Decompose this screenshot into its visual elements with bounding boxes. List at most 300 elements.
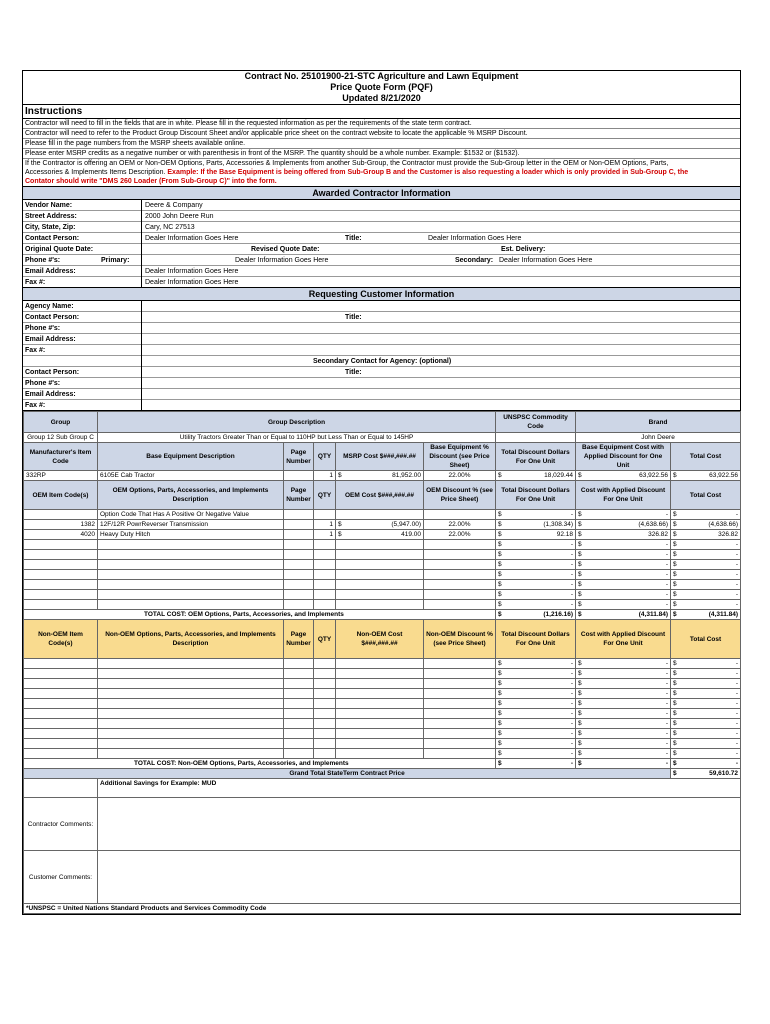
oem-qty[interactable] [314,510,336,520]
oem-discount[interactable]: 22.00% [424,520,496,530]
oem-row [24,570,741,580]
currency: $ [498,700,502,707]
base-total-value: 63,922.56 [709,472,739,479]
nonoem-total-cell [671,699,741,709]
oem-tdisc-value: - [570,551,574,558]
oem-qty[interactable] [314,540,336,550]
nonoem-cost[interactable] [336,699,424,709]
nonoem-tdisc-cell [496,709,576,719]
oem-page[interactable] [284,580,314,590]
nonoem-page[interactable] [284,749,314,759]
nonoem-page[interactable] [284,719,314,729]
currency: $ [498,750,502,757]
nonoem-code-header: Non-OEM Item Code(s) [24,620,98,659]
nonoem-row [24,669,741,679]
oem-qty[interactable] [314,600,336,610]
oem-cost[interactable] [336,600,424,610]
contractor-comments-field[interactable] [98,798,741,851]
oem-total-discount-cell [496,570,576,580]
currency: $ [578,710,582,717]
city-field[interactable]: Cary, NC 27513 [145,224,195,231]
currency: $ [498,472,502,479]
oem-cost[interactable] [336,520,424,530]
nonoem-total-value: - [735,750,739,757]
nonoem-discount[interactable] [424,679,496,689]
oem-applied-value: - [665,571,669,578]
oem-cost[interactable] [336,560,424,570]
oem-code[interactable] [24,570,98,580]
oem-page[interactable] [284,520,314,530]
oem-discount[interactable] [424,570,496,580]
email-field[interactable]: Dealer Information Goes Here [145,268,239,275]
nonoem-page[interactable] [284,709,314,719]
nonoem-applied-value: - [665,690,669,697]
oem-total-value: 326.82 [718,531,739,538]
nonoem-desc[interactable] [98,749,284,759]
currency: $ [578,720,582,727]
nonoem-cost[interactable] [336,719,424,729]
base-discount[interactable]: 22.00% [424,471,496,481]
oem-code[interactable] [24,550,98,560]
nonoem-row [24,699,741,709]
oem-total-discount-cell [496,510,576,520]
customer-email2-label: Email Address: [25,391,76,398]
oem-code[interactable] [24,600,98,610]
oem-cost[interactable] [336,570,424,580]
oem-total-discount [496,610,576,620]
nonoem-desc[interactable] [98,679,284,689]
currency: $ [578,551,582,558]
instruction-example-2: Contator should write "DMS 260 Loader (From Sub-Group C)" into the form. [25,178,277,185]
currency: $ [673,660,677,667]
nonoem-discount-header: Non-OEM Discount % (see Price Sheet) [424,620,496,659]
oem-discount[interactable]: 22.00% [424,530,496,540]
oem-tdisc-value: - [570,561,574,568]
nonoem-desc-header: Non-OEM Options, Parts, Accessories, and Implements Description [98,620,284,659]
nonoem-cost[interactable] [336,679,424,689]
nonoem-row [24,679,741,689]
nonoem-cost[interactable] [336,709,424,719]
nonoem-code[interactable] [24,699,98,709]
brand-value[interactable]: John Deere [576,433,741,443]
page-header: Page Number [284,443,314,471]
oem-cost[interactable] [336,590,424,600]
oem-total-value: - [735,511,739,518]
nonoem-applied-cell [576,749,671,759]
oem-code[interactable]: 1382 [24,520,98,530]
currency: $ [673,770,677,777]
currency: $ [498,660,502,667]
nonoem-cost[interactable] [336,689,424,699]
instruction-line: Contractor will need to fill in the fields that are in white. Please fill in the requested information as per the requirements of the state term contract. [23,119,740,129]
oem-total-discount-cell [496,540,576,550]
currency: $ [498,591,502,598]
oem-qty[interactable] [314,550,336,560]
nonoem-qty[interactable] [314,719,336,729]
oem-applied-value: - [665,551,669,558]
oem-page[interactable] [284,590,314,600]
currency: $ [673,670,677,677]
oem-row [24,580,741,590]
nonoem-page[interactable] [284,679,314,689]
oem-total-value: - [735,561,739,568]
oem-page[interactable] [284,510,314,520]
agency-label: Agency Name: [25,303,74,310]
oem-page[interactable] [284,550,314,560]
unspsc-header: UNSPSC Commodity Code [496,412,576,433]
customer-fax2-label: Fax #: [25,402,46,409]
currency: $ [578,521,582,528]
currency: $ [673,601,677,608]
primary-label: Primary: [101,257,130,264]
oem-applied-value: - [665,591,669,598]
nonoem-cost-header: Non-OEM Cost $###,###.## [336,620,424,659]
nonoem-applied-cell [576,719,671,729]
currency: $ [673,740,677,747]
nonoem-code[interactable] [24,719,98,729]
oem-desc[interactable] [98,600,284,610]
oem-discount[interactable] [424,580,496,590]
currency: $ [673,571,677,578]
nonoem-tdisc-value: - [570,660,574,667]
oem-discount[interactable] [424,600,496,610]
contact-field[interactable]: Dealer Information Goes Here [145,235,239,242]
oem-page[interactable] [284,600,314,610]
oem-cost[interactable] [336,580,424,590]
nonoem-applied-cell [576,669,671,679]
nonoem-total-discount-header: Total Discount Dollars For One Unit [496,620,576,659]
nonoem-qty[interactable] [314,669,336,679]
oem-cost[interactable] [336,550,424,560]
nonoem-cost[interactable] [336,739,424,749]
nonoem-page-header: Page Number [284,620,314,659]
nonoem-qty[interactable] [314,699,336,709]
oem-total-cell [671,520,741,530]
oem-page[interactable] [284,540,314,550]
oem-desc[interactable] [98,570,284,580]
nonoem-desc[interactable] [98,689,284,699]
oem-qty[interactable]: 1 [314,520,336,530]
nonoem-discount[interactable] [424,689,496,699]
oem-page[interactable] [284,560,314,570]
oem-page[interactable] [284,570,314,580]
nonoem-applied-value: - [665,750,669,757]
nonoem-total-discount-value: - [570,760,574,767]
currency: $ [673,521,677,528]
vendor-field[interactable]: Deere & Company [145,202,203,209]
nonoem-rows [24,659,741,759]
nonoem-discount[interactable] [424,699,496,709]
oem-discount[interactable] [424,540,496,550]
currency: $ [673,611,677,618]
contract-title: Contract No. 25101900-21-STC Agriculture and Lawn Equipment [244,71,519,81]
oem-tdisc-value: (1,308.34) [543,521,574,528]
secondary-label: Secondary: [455,257,494,264]
nonoem-total-value: - [735,660,739,667]
nonoem-desc[interactable] [98,719,284,729]
nonoem-discount[interactable] [424,659,496,669]
nonoem-page[interactable] [284,699,314,709]
customer-fax-label: Fax #: [25,347,46,354]
nonoem-cost[interactable] [336,729,424,739]
nonoem-total-value: - [735,730,739,737]
oem-total-cell [671,530,741,540]
oem-desc[interactable] [98,540,284,550]
currency: $ [673,690,677,697]
nonoem-discount[interactable] [424,739,496,749]
customer-contact-label: Contact Person: [25,314,80,321]
oem-desc[interactable] [98,560,284,570]
nonoem-discount[interactable] [424,669,496,679]
nonoem-applied-value: - [665,670,669,677]
nonoem-cost[interactable] [336,659,424,669]
nonoem-code[interactable] [24,679,98,689]
base-code[interactable]: 332RP [24,471,98,481]
customer-title-label: Title: [345,314,362,321]
nonoem-applied-value: - [665,710,669,717]
primary-phone-field[interactable]: Dealer Information Goes Here [235,257,329,264]
oem-desc[interactable] [98,550,284,560]
revised-quote-label: Revised Quote Date: [251,246,320,253]
oem-discount[interactable] [424,550,496,560]
nonoem-applied-header: Cost with Applied Discount For One Unit [576,620,671,659]
oem-cost-header: OEM Cost $###,###.## [336,481,424,510]
title-field[interactable]: Dealer Information Goes Here [428,235,522,242]
nonoem-total-value: - [735,690,739,697]
base-discount-header: Base Equipment % Discount (see Price Sheet) [424,443,496,471]
nonoem-discount[interactable] [424,749,496,759]
oem-applied-cell [576,540,671,550]
nonoem-code[interactable] [24,729,98,739]
nonoem-discount[interactable] [424,719,496,729]
nonoem-desc[interactable] [98,669,284,679]
oem-cost-value: (5,947.00) [391,521,421,528]
form-name: Price Quote Form (PQF) [330,82,433,92]
est-delivery-label: Est. Delivery: [501,246,546,253]
vendor-label: Vendor Name: [25,202,73,209]
oem-cost[interactable] [336,540,424,550]
nonoem-qty[interactable] [314,689,336,699]
oem-code[interactable] [24,540,98,550]
nonoem-code[interactable] [24,689,98,699]
currency: $ [578,601,582,608]
currency: $ [578,760,582,767]
oem-applied-cell [576,580,671,590]
currency: $ [578,750,582,757]
oem-total-cell [671,570,741,580]
fax-field[interactable]: Dealer Information Goes Here [145,279,239,286]
oem-desc[interactable] [98,590,284,600]
nonoem-qty[interactable] [314,729,336,739]
currency: $ [498,680,502,687]
nonoem-applied-cell [576,709,671,719]
oem-applied-cell [576,520,671,530]
group-value[interactable]: Group 12 Sub Group C [24,433,98,443]
instruction-line: Contractor will need to refer to the Product Group Discount Sheet and/or applicable price sheet on the contract website to locate the applicable % MSRP Discount. [23,129,740,139]
nonoem-cost[interactable] [336,749,424,759]
oem-tdisc-value: - [570,601,574,608]
currency: $ [673,720,677,727]
currency: $ [338,531,342,538]
oem-desc[interactable]: Option Code That Has A Positive Or Negative Value [98,510,284,520]
nonoem-page[interactable] [284,659,314,669]
oem-applied-cell [576,550,671,560]
oem-page-header: Page Number [284,481,314,510]
oem-total-cell [671,560,741,570]
customer-comments-field[interactable] [98,851,741,904]
nonoem-total-cell [671,709,741,719]
msrp-header: MSRP Cost $###,###.## [336,443,424,471]
currency: $ [498,581,502,588]
secondary-phone-field[interactable]: Dealer Information Goes Here [499,257,593,264]
nonoem-applied-value: - [665,720,669,727]
currency: $ [578,670,582,677]
oem-total-value: - [735,541,739,548]
additional-savings[interactable]: Additional Savings for Example: MUD [98,779,741,798]
oem-qty[interactable] [314,570,336,580]
nonoem-discount[interactable] [424,709,496,719]
currency: $ [498,611,502,618]
currency: $ [673,551,677,558]
oem-total-value: - [735,581,739,588]
nonoem-code[interactable] [24,669,98,679]
oem-discount[interactable] [424,560,496,570]
nonoem-qty[interactable] [314,739,336,749]
oem-code[interactable] [24,580,98,590]
nonoem-desc[interactable] [98,709,284,719]
contractor-comments-label: Contractor Comments: [24,798,98,851]
base-page[interactable] [284,471,314,481]
nonoem-qty[interactable] [314,679,336,689]
nonoem-cost[interactable] [336,669,424,679]
customer-phone2-label: Phone #'s: [25,380,61,387]
nonoem-desc[interactable] [98,729,284,739]
oem-desc[interactable] [98,580,284,590]
oem-total-value: - [735,551,739,558]
instructions-block [23,119,740,186]
currency: $ [498,670,502,677]
currency: $ [498,571,502,578]
nonoem-applied-cell [576,689,671,699]
nonoem-applied-cell [576,659,671,669]
instruction-example: Example: If the Base Equipment is being offered from Sub-Group B and the Customer is also requesting a loader which is only provided in Sub-Group C, the [167,169,689,176]
base-qty[interactable]: 1 [314,471,336,481]
oem-total-header: Total Cost [671,481,741,510]
nonoem-row [24,749,741,759]
nonoem-tdisc-value: - [570,670,574,677]
nonoem-qty[interactable] [314,659,336,669]
street-field[interactable]: 2000 John Deere Run [145,213,214,220]
oem-total-cell [671,550,741,560]
nonoem-page[interactable] [284,689,314,699]
oem-code-header: OEM Item Code(s) [24,481,98,510]
base-total-discount [496,471,576,481]
currency: $ [498,760,502,767]
currency: $ [498,531,502,538]
nonoem-total-cell [671,739,741,749]
base-desc-header: Base Equipment Description [98,443,284,471]
oem-applied-value: - [665,561,669,568]
title-label: Title: [345,235,362,242]
oem-code[interactable] [24,560,98,570]
nonoem-desc[interactable] [98,699,284,709]
oem-discount-header: OEM Discount % (see Price Sheet) [424,481,496,510]
oem-discount[interactable] [424,510,496,520]
oem-code[interactable]: 4020 [24,530,98,540]
oem-qty[interactable] [314,580,336,590]
nonoem-tdisc-cell [496,679,576,689]
nonoem-desc[interactable] [98,659,284,669]
grand-total-label: Grand Total StateTerm Contract Price [24,769,671,779]
instructions-title: Instructions [23,104,740,119]
unspsc-value[interactable] [496,433,576,443]
form-header [23,71,740,104]
currency: $ [498,521,502,528]
nonoem-total-total-value: - [735,760,739,767]
oem-applied-cell [576,600,671,610]
oem-cost[interactable] [336,510,424,520]
oem-code[interactable] [24,510,98,520]
oem-discount[interactable] [424,590,496,600]
oem-qty[interactable]: 1 [314,530,336,540]
oem-row [24,520,741,530]
nonoem-desc[interactable] [98,739,284,749]
phone-label: Phone #'s: [25,257,61,264]
nonoem-qty[interactable] [314,749,336,759]
nonoem-page[interactable] [284,729,314,739]
nonoem-code[interactable] [24,739,98,749]
base-desc[interactable]: 6105E Cab Tractor [98,471,284,481]
oem-code[interactable] [24,590,98,600]
nonoem-row [24,689,741,699]
oem-total-cell [671,600,741,610]
group-description-value[interactable]: Utility Tractors Greater Than or Equal to 110HP but Less Than or Equal to 145HP [98,433,496,443]
oem-row [24,540,741,550]
nonoem-code[interactable] [24,709,98,719]
nonoem-total-cell [671,689,741,699]
nonoem-tdisc-value: - [570,720,574,727]
nonoem-discount[interactable] [424,729,496,739]
currency: $ [578,730,582,737]
oem-desc-header: OEM Options, Parts, Accessories, and Implements Description [98,481,284,510]
base-msrp[interactable] [336,471,424,481]
oem-desc[interactable]: Heavy Duty Hitch [98,530,284,540]
nonoem-tdisc-cell [496,719,576,729]
nonoem-tdisc-value: - [570,700,574,707]
nonoem-tdisc-value: - [570,690,574,697]
contractor-section-title: Awarded Contractor Information [23,186,740,200]
nonoem-qty-header: QTY [314,620,336,659]
oem-qty[interactable] [314,560,336,570]
nonoem-code[interactable] [24,749,98,759]
oem-tdisc-value: - [570,591,574,598]
oem-desc[interactable]: 12F/12R PowrReverser Transmission [98,520,284,530]
oem-row [24,550,741,560]
oem-page[interactable] [284,530,314,540]
nonoem-applied-value: - [665,660,669,667]
oem-cost[interactable] [336,530,424,540]
nonoem-total-value: - [735,740,739,747]
nonoem-page[interactable] [284,739,314,749]
nonoem-total-cell [671,679,741,689]
nonoem-page[interactable] [284,669,314,679]
nonoem-tdisc-cell [496,689,576,699]
oem-row [24,510,741,520]
nonoem-total-cell [671,719,741,729]
nonoem-qty[interactable] [314,709,336,719]
oem-qty[interactable] [314,590,336,600]
nonoem-code[interactable] [24,659,98,669]
